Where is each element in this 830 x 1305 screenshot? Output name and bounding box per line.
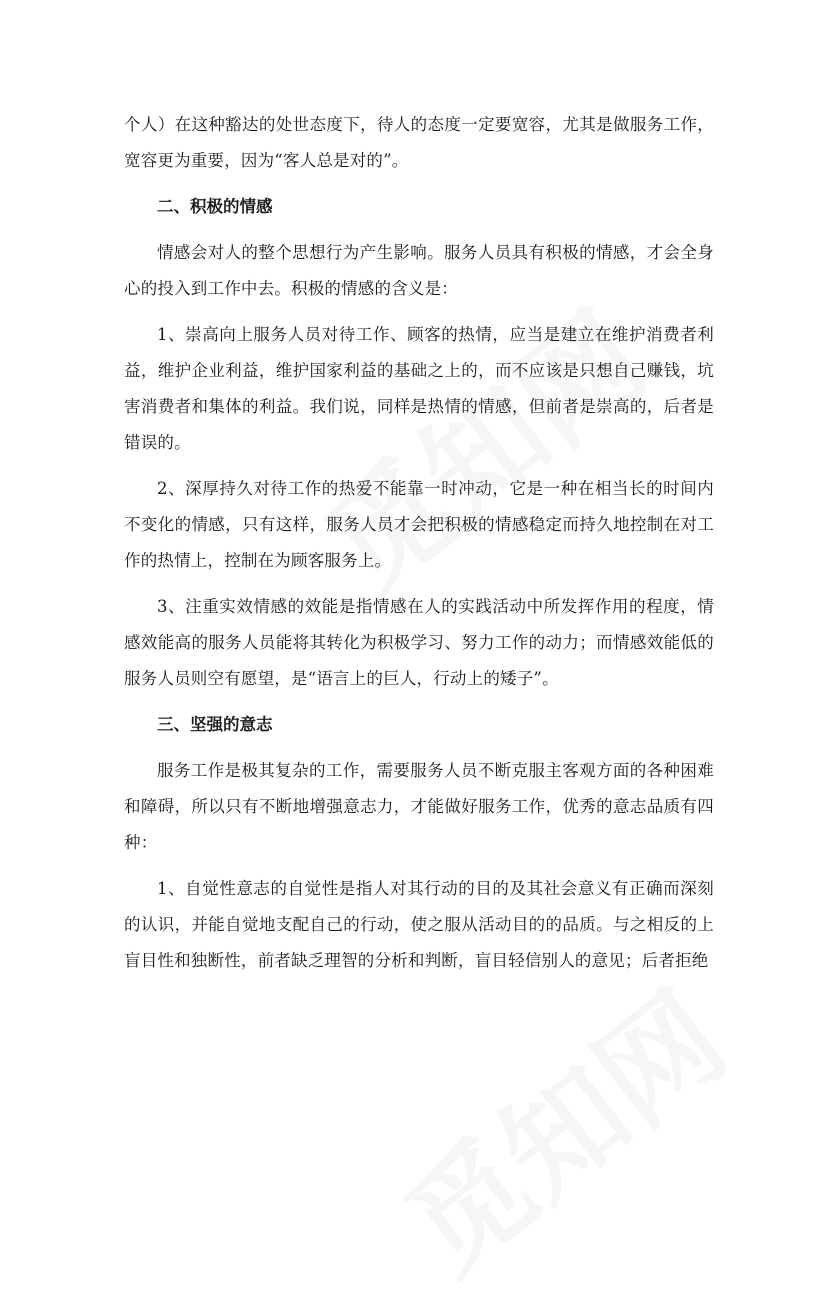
paragraph-4: 2、深厚持久对待工作的热爱不能靠一时冲动，它是一种在相当长的时间内不变化的情感，只有这样，服务人员才会把积极的情感稳定而持久地控制在对工作的热情上，控制在为顾客服务上。 <box>124 479 714 570</box>
watermark <box>365 947 755 1304</box>
paragraph-2: 情感会对人的整个思想行为产生影响。服务人员具有积极的情感，才会全身心的投入到工作中去。积极的情感的含义是： <box>124 243 714 298</box>
paragraph-7: 1、自觉性意志的自觉性是指人对其行动的目的及其社会意义有正确而深刻的认识，并能自觉地支配自己的行动，使之服从活动目的的品质。与之相反的上盲目性和独断性，前者缺乏理智的分析和判断，盲目轻信别人的意见；后者拒绝 <box>124 879 714 970</box>
document-body <box>124 107 714 989</box>
paragraph-1: 个人）在这种豁达的处世态度下，待人的态度一定要宽容，尤其是做服务工作，宽容更为重要，因为“客人总是对的”。 <box>124 115 714 170</box>
paragraph-6: 服务工作是极其复杂的工作，需要服务人员不断克服主客观方面的各种困难和障碍，所以只有不断地增强意志力，才能做好服务工作，优秀的意志品质有四种： <box>124 761 714 852</box>
paragraph-5: 3、注重实效情感的效能是指情感在人的实践活动中所发挥作用的程度，情感效能高的服务人员能将其转化为积极学习、努力工作的动力；而情感效能低的服务人员则空有愿望，是“语言上的巨人，行动上的矮子”。 <box>124 597 714 688</box>
section-heading-2: 二、积极的情感 <box>157 197 273 216</box>
section-heading-3: 三、坚强的意志 <box>157 715 273 734</box>
paragraph-3: 1、崇高向上服务人员对待工作、顾客的热情，应当是建立在维护消费者利益，维护企业利益，维护国家利益的基础之上的，而不应该是只想自己赚钱，坑害消费者和集体的利益。我们说，同样是热情的情感，但前者是崇高的，后者是错误的。 <box>124 325 714 452</box>
